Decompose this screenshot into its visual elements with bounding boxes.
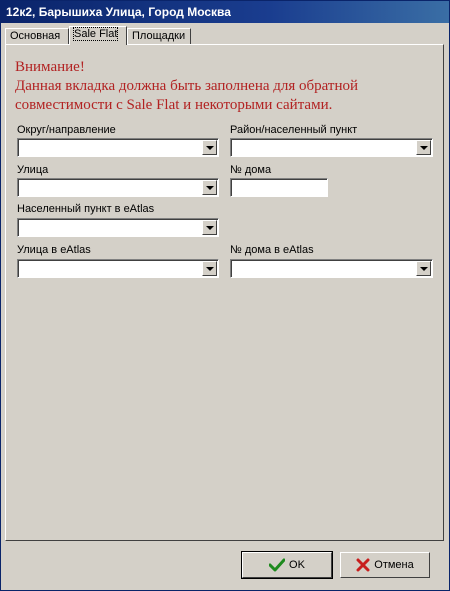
street-label: Улица [17, 164, 49, 176]
district-label: Округ/направление [17, 124, 116, 136]
locality-eatlas-label: Населенный пункт в eAtlas [17, 203, 155, 215]
dropdown-arrow-icon[interactable] [202, 140, 217, 155]
house-eatlas-label: № дома в eAtlas [230, 244, 314, 256]
dropdown-arrow-icon[interactable] [416, 261, 431, 276]
locality-eatlas-combo[interactable] [17, 218, 219, 237]
house-label: № дома [230, 164, 272, 176]
tab-platforms[interactable]: Площадки [127, 28, 191, 44]
ok-button[interactable]: OK [242, 552, 332, 578]
tab-panel [5, 44, 444, 541]
dropdown-arrow-icon[interactable] [202, 220, 217, 235]
window-title: 12к2, Барышиха Улица, Город Москва [6, 5, 231, 19]
house-input[interactable] [230, 178, 328, 197]
dropdown-arrow-icon[interactable] [416, 140, 431, 155]
cancel-button[interactable]: Отмена [340, 552, 430, 578]
tab-main[interactable]: Основная [5, 28, 69, 44]
cross-icon [356, 558, 370, 572]
title-bar[interactable] [1, 1, 449, 23]
checkmark-icon [269, 558, 285, 572]
dropdown-arrow-icon[interactable] [202, 180, 217, 195]
warning-message: Внимание! Данная вкладка должна быть заполнена для обратной совместимости с Sale Flat и некоторыми сайтами. [15, 59, 359, 113]
street-combo[interactable] [17, 178, 219, 197]
house-eatlas-combo[interactable] [230, 259, 433, 278]
area-label: Район/населенный пункт [230, 124, 358, 136]
district-combo[interactable] [17, 138, 219, 157]
street-eatlas-combo[interactable] [17, 259, 219, 278]
tab-sale-flat[interactable]: Sale Flat [69, 26, 127, 45]
street-eatlas-label: Улица в eAtlas [17, 244, 91, 256]
area-combo[interactable] [230, 138, 433, 157]
dropdown-arrow-icon[interactable] [202, 261, 217, 276]
